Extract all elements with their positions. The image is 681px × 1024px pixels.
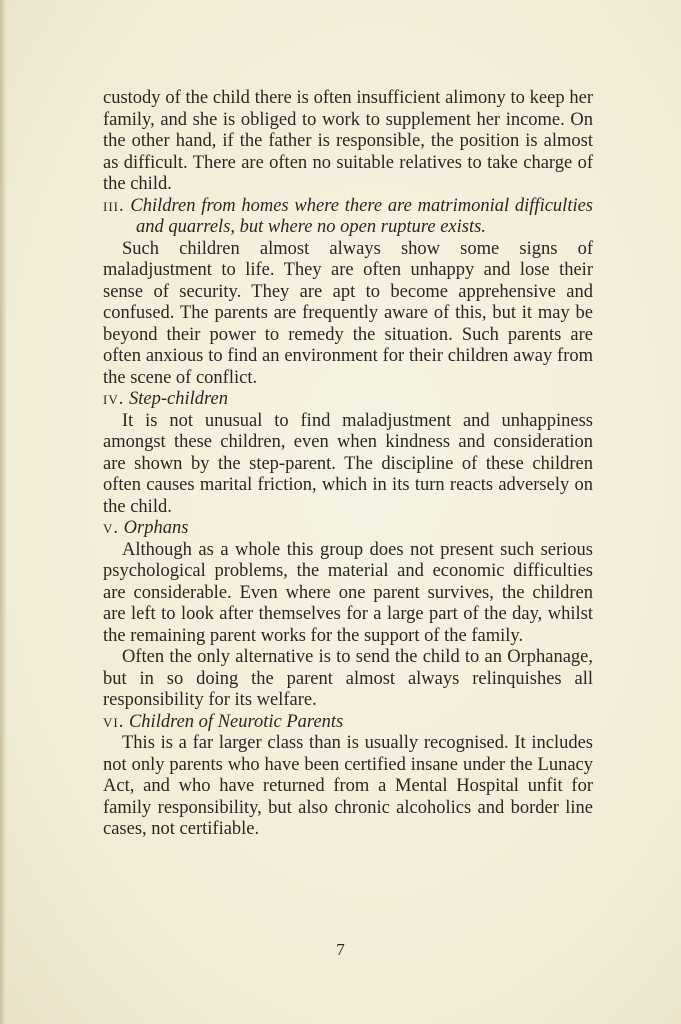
paragraph-orphans: Although as a whole this group does not present such serious psychological problems, the material and economic difficulties are considerable. Even where one parent survives, the children are left to look after themselves for a large part of the day, whilst the remaining parent works for the support of the family. <box>103 539 593 646</box>
heading-section-iii <box>103 196 593 239</box>
section-title: Children from homes where there are matrimonial difficulties and quarrels, but where no open rupture exists. <box>130 195 594 237</box>
section-title: Step-children <box>128 389 228 409</box>
paragraph-neurotic-parents: This is a far larger class than is usually recognised. It includes not only parents who have been certified insane under the Lunacy Act, and who have returned from a Mental Hospital unfit for family responsibility, but also chronic alcoholics and border line cases, not certifiable. <box>103 733 593 839</box>
section-title: Orphans <box>123 518 189 538</box>
paragraph-step-children: It is not unusual to find maladjustment and unhappiness amongst these children, even when kindness and consideration are shown by the step-parent. The discipline of these children often causes marital friction, which in its turn reacts adversely on the child. <box>103 410 593 517</box>
section-title: Children of Neurotic Parents <box>128 711 344 732</box>
paragraph-matrimonial: Such children almost always show some signs of maladjustment to life. They are often unhappy and lose their sense of security. They are apt to become apprehensive and confused. The parents are frequently aware of this, but it may be beyond their power to remedy the situation. Such parents are often anxious to find an environment for their children away from the scene of conflict. <box>103 238 593 388</box>
heading-section-vi <box>103 712 593 734</box>
section-number: iii. <box>103 195 125 216</box>
body-text <box>103 88 593 841</box>
section-number: vi. <box>103 711 125 732</box>
paragraph-orphanage: Often the only alternative is to send the child to an Orphanage, but in so doing the parent almost always relinquishes all responsibility for its welfare. <box>103 647 593 710</box>
paragraph-custody: custody of the child there is often insufficient alimony to keep her family, and she is obliged to work to supplement her income. On the other hand, if the father is responsible, the position is almost as difficult. There are often no suitable relatives to take charge of the child. <box>103 88 593 194</box>
heading-section-iv <box>103 389 593 411</box>
page-number: 7 <box>336 940 345 959</box>
section-number: v. <box>103 518 120 538</box>
heading-section-v <box>103 518 593 540</box>
page-spine-edge <box>0 0 6 1024</box>
section-number: iv. <box>103 389 125 409</box>
